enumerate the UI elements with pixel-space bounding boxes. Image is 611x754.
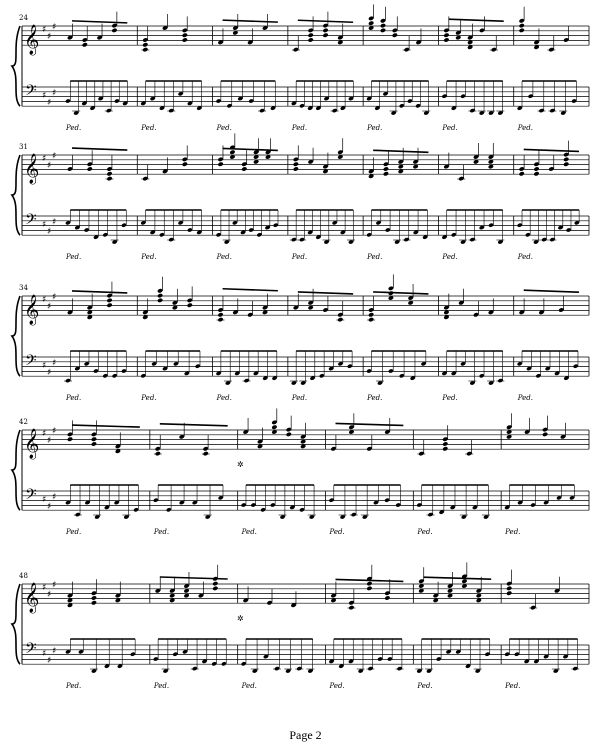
key-sharp: ♯ bbox=[42, 648, 47, 659]
key-sharp: ♯ bbox=[42, 90, 47, 101]
note-head bbox=[229, 150, 235, 155]
treble-staff bbox=[22, 26, 589, 45]
beam bbox=[298, 292, 353, 294]
note-head bbox=[322, 28, 328, 33]
note-head bbox=[533, 171, 539, 176]
note-head bbox=[142, 42, 148, 47]
measure bbox=[441, 143, 513, 261]
note-head bbox=[182, 37, 188, 42]
brace bbox=[12, 430, 20, 510]
measure-number: 48 bbox=[19, 572, 28, 580]
note-head bbox=[106, 176, 112, 181]
bass-clef: 𝄢 bbox=[25, 640, 37, 661]
note-head bbox=[380, 23, 386, 28]
pedal-marking: Ped. bbox=[66, 253, 82, 262]
brace bbox=[12, 26, 20, 106]
measure bbox=[517, 7, 589, 132]
note-head bbox=[384, 595, 390, 600]
pedal-marking: Ped. bbox=[66, 682, 82, 691]
note-head bbox=[182, 33, 188, 38]
note-head bbox=[155, 451, 161, 456]
pedal-marking: Ped. bbox=[329, 682, 345, 691]
brace bbox=[12, 296, 20, 376]
bass-clef: 𝄢 bbox=[25, 352, 37, 373]
measure bbox=[517, 290, 589, 402]
measure bbox=[140, 277, 212, 402]
beam bbox=[72, 425, 140, 427]
note-head bbox=[91, 595, 97, 600]
brace bbox=[12, 155, 20, 235]
key-sharp: ♯ bbox=[52, 358, 57, 369]
note-head bbox=[217, 312, 223, 317]
key-sharp: ♯ bbox=[47, 368, 52, 378]
pedal-marking: Ped. bbox=[66, 124, 82, 133]
treble-clef: 𝄞 bbox=[24, 25, 40, 56]
beam bbox=[336, 423, 404, 425]
measure bbox=[241, 408, 326, 536]
pedal-marking: Ped. bbox=[517, 394, 533, 403]
measure bbox=[416, 425, 501, 536]
key-sharp: ♯ bbox=[47, 302, 52, 313]
pedal-marking: Ped. bbox=[367, 124, 383, 133]
beam bbox=[160, 424, 228, 426]
treble-clef: 𝄞 bbox=[24, 295, 40, 326]
note-head bbox=[142, 47, 148, 52]
key-sharp: ♯ bbox=[42, 360, 47, 371]
note-head bbox=[442, 441, 448, 446]
note-head bbox=[106, 298, 112, 303]
key-sharp: ♯ bbox=[52, 151, 57, 162]
key-sharp: ♯ bbox=[52, 22, 57, 33]
treble-clef: 𝄞 bbox=[24, 429, 40, 460]
note-head bbox=[91, 437, 97, 442]
measure bbox=[329, 413, 414, 536]
measure bbox=[241, 584, 326, 690]
measure bbox=[140, 14, 212, 132]
bass-clef: 𝄢 bbox=[25, 82, 37, 103]
note-head bbox=[87, 166, 93, 171]
key-sharp: ♯ bbox=[52, 646, 57, 657]
pedal-marking: Ped. bbox=[329, 528, 345, 537]
key-sharp: ♯ bbox=[47, 436, 52, 447]
note-head bbox=[348, 605, 354, 610]
pedal-marking: Ped. bbox=[66, 394, 82, 403]
beam bbox=[298, 20, 353, 22]
note-head bbox=[506, 586, 512, 591]
measure bbox=[291, 12, 363, 133]
key-sharp: ♯ bbox=[52, 88, 57, 99]
key-sharp: ♯ bbox=[52, 426, 57, 437]
note-head bbox=[337, 317, 343, 322]
key-sharp: ♯ bbox=[42, 154, 47, 164]
pedal-marking: Ped. bbox=[291, 124, 308, 133]
note-head bbox=[461, 579, 467, 584]
pedal-marking: Ped. bbox=[141, 394, 157, 403]
key-sharp: ♯ bbox=[42, 219, 47, 230]
beam bbox=[524, 290, 579, 292]
beam bbox=[524, 149, 579, 151]
pedal-marking: Ped. bbox=[216, 124, 232, 133]
bass-staff bbox=[22, 87, 589, 106]
pedal-marking: Ped. bbox=[241, 682, 257, 691]
pedal-marking: Ped. bbox=[517, 124, 533, 133]
note-head bbox=[203, 451, 209, 456]
note-head bbox=[212, 586, 218, 591]
pedal-marking: Ped. bbox=[417, 682, 433, 691]
pedal-marking: Ped. bbox=[442, 394, 458, 403]
pedal-release-symbol: ✲ bbox=[237, 614, 244, 624]
note-head bbox=[519, 171, 525, 176]
measure bbox=[504, 570, 589, 691]
note-head bbox=[106, 303, 112, 308]
measure-number: 34 bbox=[19, 284, 28, 292]
measure bbox=[64, 282, 137, 403]
pedal-marking: Ped. bbox=[216, 253, 232, 262]
measure bbox=[153, 565, 238, 690]
key-sharp: ♯ bbox=[42, 25, 47, 35]
pedal-marking: Ped. bbox=[505, 682, 521, 691]
measure bbox=[504, 413, 589, 536]
bass-clef: 𝄢 bbox=[25, 211, 37, 232]
beam bbox=[223, 20, 278, 22]
note-head bbox=[542, 432, 548, 437]
note-head bbox=[519, 28, 525, 33]
pedal-marking: Ped. bbox=[291, 253, 308, 262]
note-head bbox=[293, 162, 299, 167]
measure bbox=[65, 148, 137, 261]
bass-clef: 𝄢 bbox=[25, 486, 37, 507]
note-head bbox=[368, 21, 374, 26]
measure bbox=[65, 420, 150, 536]
system-3 bbox=[12, 274, 589, 402]
measure-number: 31 bbox=[19, 143, 28, 151]
note-head bbox=[443, 37, 449, 42]
beam bbox=[72, 291, 127, 293]
key-sharp: ♯ bbox=[42, 429, 47, 439]
system-4 bbox=[12, 408, 589, 536]
note-head bbox=[443, 33, 449, 38]
measure bbox=[441, 16, 513, 132]
beam bbox=[223, 289, 278, 291]
note-head bbox=[111, 28, 117, 33]
note-head bbox=[368, 312, 374, 317]
treble-staff bbox=[22, 584, 589, 603]
note-head bbox=[187, 303, 193, 308]
key-sharp: ♯ bbox=[47, 502, 52, 512]
pedal-marking: Ped. bbox=[505, 528, 521, 537]
system-2 bbox=[12, 133, 589, 261]
pedal-marking: Ped. bbox=[291, 394, 308, 403]
note-head bbox=[519, 23, 525, 28]
brace bbox=[12, 584, 20, 664]
key-sharp: ♯ bbox=[52, 492, 57, 503]
pedal-marking: Ped. bbox=[367, 253, 383, 262]
measure bbox=[65, 579, 150, 690]
note-head bbox=[82, 42, 88, 47]
treble-clef: 𝄞 bbox=[24, 583, 40, 614]
note-head bbox=[157, 293, 163, 298]
note-head bbox=[563, 162, 569, 167]
note-head bbox=[380, 28, 386, 33]
note-head bbox=[91, 600, 97, 605]
beam bbox=[373, 292, 428, 294]
system-1 bbox=[12, 4, 589, 132]
measure bbox=[415, 562, 501, 690]
beam bbox=[373, 150, 428, 152]
note-head bbox=[182, 162, 188, 167]
measure bbox=[290, 138, 363, 261]
measure bbox=[329, 565, 414, 690]
note-head bbox=[563, 157, 569, 162]
pedal-marking: Ped. bbox=[141, 253, 157, 262]
measure bbox=[216, 14, 288, 132]
pedal-marking: Ped. bbox=[153, 682, 170, 691]
note-head bbox=[322, 33, 328, 38]
page-number: Page 2 bbox=[289, 728, 322, 742]
measure bbox=[65, 12, 137, 133]
beam bbox=[448, 19, 503, 21]
pedal-marking: Ped. bbox=[517, 253, 533, 262]
treble-clef: 𝄞 bbox=[24, 154, 40, 185]
beam bbox=[72, 148, 127, 150]
pedal-marking: Ped. bbox=[216, 394, 232, 403]
note-head bbox=[241, 166, 247, 171]
note-head bbox=[366, 581, 372, 586]
key-sharp: ♯ bbox=[47, 32, 52, 43]
note-head bbox=[368, 317, 374, 322]
pedal-marking: Ped. bbox=[442, 253, 458, 262]
pedal-release-symbol: ✲ bbox=[237, 460, 244, 470]
note-head bbox=[308, 37, 314, 42]
note-head bbox=[217, 317, 223, 322]
note-head bbox=[67, 437, 73, 442]
treble-staff bbox=[22, 155, 589, 174]
note-head bbox=[106, 171, 112, 176]
note-head bbox=[383, 166, 389, 171]
key-sharp: ♯ bbox=[42, 583, 47, 593]
measure bbox=[140, 145, 212, 261]
measure bbox=[517, 141, 589, 262]
pedal-marking: Ped. bbox=[153, 528, 170, 537]
key-sharp: ♯ bbox=[47, 656, 52, 666]
pedal-marking: Ped. bbox=[417, 528, 433, 537]
system-5 bbox=[12, 562, 589, 690]
pedal-marking: Ped. bbox=[367, 394, 383, 403]
pedal-marking: Ped. bbox=[442, 124, 458, 133]
note-head bbox=[271, 425, 277, 430]
note-head bbox=[157, 298, 163, 303]
measure-number: 42 bbox=[19, 418, 28, 426]
key-sharp: ♯ bbox=[47, 98, 52, 108]
key-sharp: ♯ bbox=[52, 292, 57, 303]
note-head bbox=[392, 33, 398, 38]
measure bbox=[366, 274, 438, 402]
pedal-marking: Ped. bbox=[66, 528, 82, 537]
note-head bbox=[293, 166, 299, 171]
pedal-marking: Ped. bbox=[141, 124, 157, 133]
key-sharp: ♯ bbox=[52, 217, 57, 228]
measure bbox=[366, 4, 438, 132]
note-head bbox=[308, 33, 314, 38]
note-head bbox=[506, 591, 512, 596]
key-sharp: ♯ bbox=[42, 494, 47, 505]
measure-number: 24 bbox=[19, 14, 28, 22]
note-head bbox=[286, 432, 292, 437]
note-head bbox=[366, 586, 372, 591]
key-sharp: ♯ bbox=[47, 227, 52, 237]
pedal-marking: Ped. bbox=[241, 528, 257, 537]
beam bbox=[72, 21, 127, 23]
note-head bbox=[383, 171, 389, 176]
key-sharp: ♯ bbox=[47, 161, 52, 172]
beam bbox=[336, 579, 404, 581]
bass-staff bbox=[22, 645, 589, 664]
note-head bbox=[212, 581, 218, 586]
note-head bbox=[217, 162, 223, 167]
note-head bbox=[91, 441, 97, 446]
key-sharp: ♯ bbox=[52, 580, 57, 591]
key-sharp: ♯ bbox=[42, 295, 47, 305]
beam bbox=[223, 148, 278, 150]
note-head bbox=[533, 166, 539, 171]
key-sharp: ♯ bbox=[47, 590, 52, 601]
bass-staff bbox=[22, 216, 589, 235]
measure bbox=[216, 133, 288, 261]
note-head bbox=[442, 446, 448, 451]
